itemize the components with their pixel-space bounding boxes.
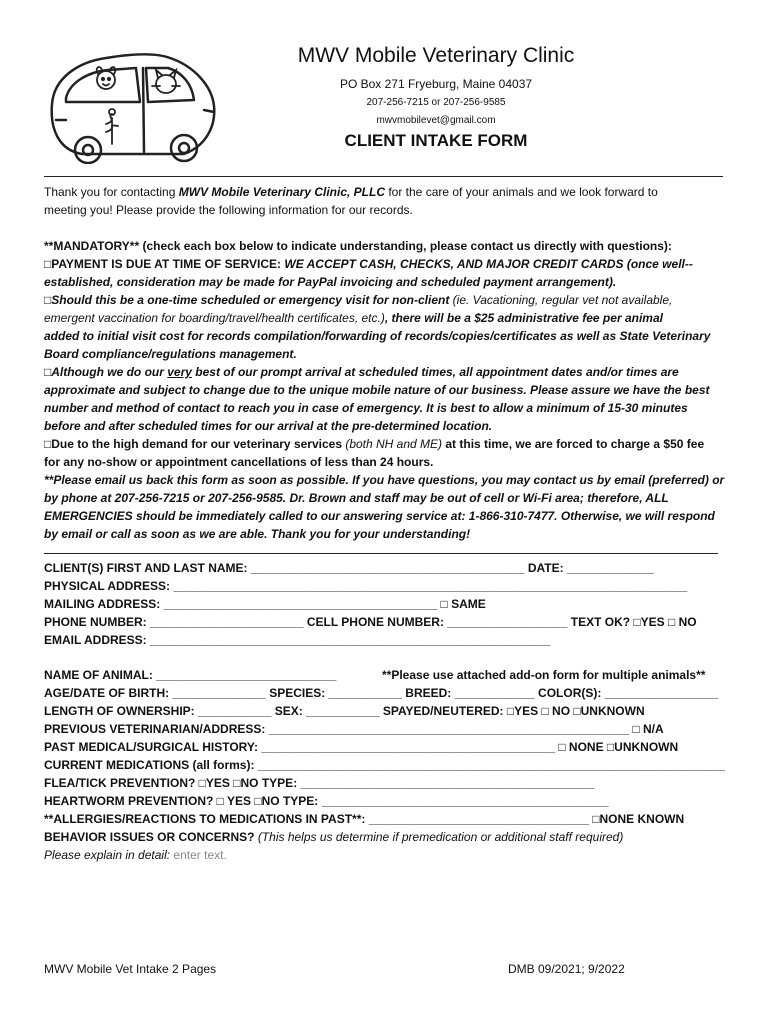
nonclient-policy-note-2: emergent vaccination for boarding/travel/health certificates, etc.) — [44, 311, 385, 325]
noshow-policy-states: (both NH and ME) — [345, 437, 443, 451]
payment-policy-detail: WE ACCEPT CASH, CHECKS, AND MAJOR CREDIT CARDS (once well-- — [284, 257, 693, 271]
behavior-label — [44, 828, 623, 846]
payment-policy-label: □PAYMENT IS DUE AT TIME OF SERVICE: — [44, 257, 285, 271]
noshow-policy-fee: at this time, we are forced to charge a $50 fee — [442, 437, 705, 451]
section-divider — [44, 553, 718, 554]
mandatory-heading: **MANDATORY** (check each box below to indicate understanding, please contact us directly with questions): — [44, 239, 672, 253]
nonclient-policy-fee: , there will be a $25 administrative fee per animal — [384, 311, 663, 325]
client-name-field[interactable]: CLIENT(S) FIRST AND LAST NAME: _________________________________________ DATE: _____________ — [44, 561, 654, 575]
arrival-policy-cont: approximate and subject to change due to the unique mobile nature of our business. Please assure we have the best — [44, 383, 710, 397]
nonclient-policy-cont — [44, 309, 663, 327]
nonclient-policy-label: □Should this be a one-time scheduled or emergency visit for non-client — [44, 293, 453, 307]
age-species-breed-field[interactable]: AGE/DATE OF BIRTH: ______________ SPECIES: ___________ BREED: ____________ COLOR(S): _________________ — [44, 686, 719, 700]
heartworm-field[interactable]: HEARTWORM PREVENTION? □ YES □NO TYPE: ___________________________________________ — [44, 794, 609, 808]
clinic-name: MWV Mobile Veterinary Clinic — [297, 44, 575, 67]
allergies-field[interactable]: **ALLERGIES/REACTIONS TO MEDICATIONS IN PAST**: _________________________________ □NONE KNOWN — [44, 812, 685, 826]
phone-number-field[interactable]: PHONE NUMBER: _______________________ CELL PHONE NUMBER: __________________ TEXT OK? □YES □ NO — [44, 615, 697, 629]
payment-policy-cont: established, consideration may be made for PayPal invoicing and scheduled payment arrangement). — [44, 275, 617, 289]
arrival-policy-cont-3: before and after scheduled times for our arrival at the pre-determined location. — [44, 419, 493, 433]
multiple-animals-note: **Please use attached add-on form for multiple animals** — [382, 668, 706, 682]
form-title: CLIENT INTAKE FORM — [344, 131, 528, 150]
behavior-detail-label: Please explain in detail: — [44, 848, 174, 862]
noshow-policy-cont: for any no-show or appointment cancellations of less than 24 hours. — [44, 455, 434, 469]
intro-line-1 — [44, 183, 658, 201]
arrival-policy-emphasis: very — [167, 365, 192, 379]
clinic-phones: 207-256-7215 or 207-256-9585 — [366, 97, 506, 108]
intro-text-end: for the care of your animals and we look forward to — [385, 185, 658, 199]
title-divider — [44, 176, 723, 177]
nonclient-policy-note: (ie. Vacationing, regular vet not available, — [452, 293, 673, 307]
behavior-question: BEHAVIOR ISSUES OR CONCERNS? — [44, 830, 258, 844]
email-address-field[interactable]: EMAIL ADDRESS: ____________________________________________________________ — [44, 633, 551, 647]
behavior-hint: (This helps us determine if premedication or additional staff required) — [257, 830, 624, 844]
arrival-policy-text: best of our prompt arrival at scheduled times, all appointment dates and/or times are — [191, 365, 679, 379]
intro-text: Thank you for contacting — [44, 185, 179, 199]
noshow-policy-label: □Due to the high demand for our veterinary services — [44, 437, 346, 451]
intro-clinic-name: MWV Mobile Veterinary Clinic, PLLC — [178, 185, 385, 199]
footer-left: MWV Mobile Vet Intake 2 Pages — [44, 962, 217, 976]
mobile-vet-van-icon — [44, 40, 222, 164]
animal-name-field[interactable]: NAME OF ANIMAL: ___________________________ — [44, 668, 337, 682]
contact-note-4: by email or call as soon as we are able. Thank you for your understanding! — [44, 527, 471, 541]
arrival-policy[interactable] — [44, 363, 679, 381]
ownership-sex-field[interactable]: LENGTH OF OWNERSHIP: ___________ SEX: ___________ SPAYED/NEUTERED: □YES □ NO □UNKNOWN — [44, 704, 645, 718]
previous-vet-field[interactable]: PREVIOUS VETERINARIAN/ADDRESS: ______________________________________________________ □ N/A — [44, 722, 664, 736]
footer-right: DMB 09/2021; 9/2022 — [508, 962, 625, 976]
clinic-address: PO Box 271 Fryeburg, Maine 04037 — [339, 77, 533, 91]
behavior-detail-field[interactable] — [44, 846, 227, 864]
mailing-address-field[interactable]: MAILING ADDRESS: _________________________________________ □ SAME — [44, 597, 486, 611]
contact-note: **Please email us back this form as soon as possible. If you have questions, you may contact us by email (preferred) or — [44, 473, 725, 487]
contact-note-3: EMERGENCIES should be immediately called to our answering service at: 1-866-310-7477. Otherwise, we will respond — [44, 509, 715, 523]
arrival-policy-cont-2: number and method of contact to reach you in case of emergency. It is best to allow a minimum of 15-30 minutes — [44, 401, 688, 415]
nonclient-policy-cont-2: added to initial visit cost for records compilation/forwarding of records/copies/certificates as well as State Veterinary — [44, 329, 711, 343]
intro-line-2: meeting you! Please provide the following information for our records. — [44, 203, 413, 217]
payment-policy[interactable] — [44, 255, 693, 273]
flea-tick-field[interactable]: FLEA/TICK PREVENTION? □YES □NO TYPE: ____________________________________________ — [44, 776, 595, 790]
arrival-policy-label: □Although we do our — [44, 365, 168, 379]
current-medications-field[interactable]: CURRENT MEDICATIONS (all forms): ______________________________________________________________________ — [44, 758, 725, 772]
clinic-email: mwvmobilevet@gmail.com — [376, 115, 496, 126]
nonclient-policy[interactable] — [44, 291, 672, 309]
nonclient-policy-cont-3: Board compliance/regulations management. — [44, 347, 297, 361]
behavior-detail-input[interactable]: enter text. — [173, 848, 227, 862]
physical-address-field[interactable]: PHYSICAL ADDRESS: _____________________________________________________________________________ — [44, 579, 688, 593]
medical-history-field[interactable]: PAST MEDICAL/SURGICAL HISTORY: ____________________________________________ □ NONE □UNKNOWN — [44, 740, 679, 754]
contact-note-2: by phone at 207-256-7215 or 207-256-9585. Dr. Brown and staff may be out of cell or Wi-Fi area; therefore, ALL — [44, 491, 669, 505]
noshow-policy[interactable] — [44, 435, 704, 453]
